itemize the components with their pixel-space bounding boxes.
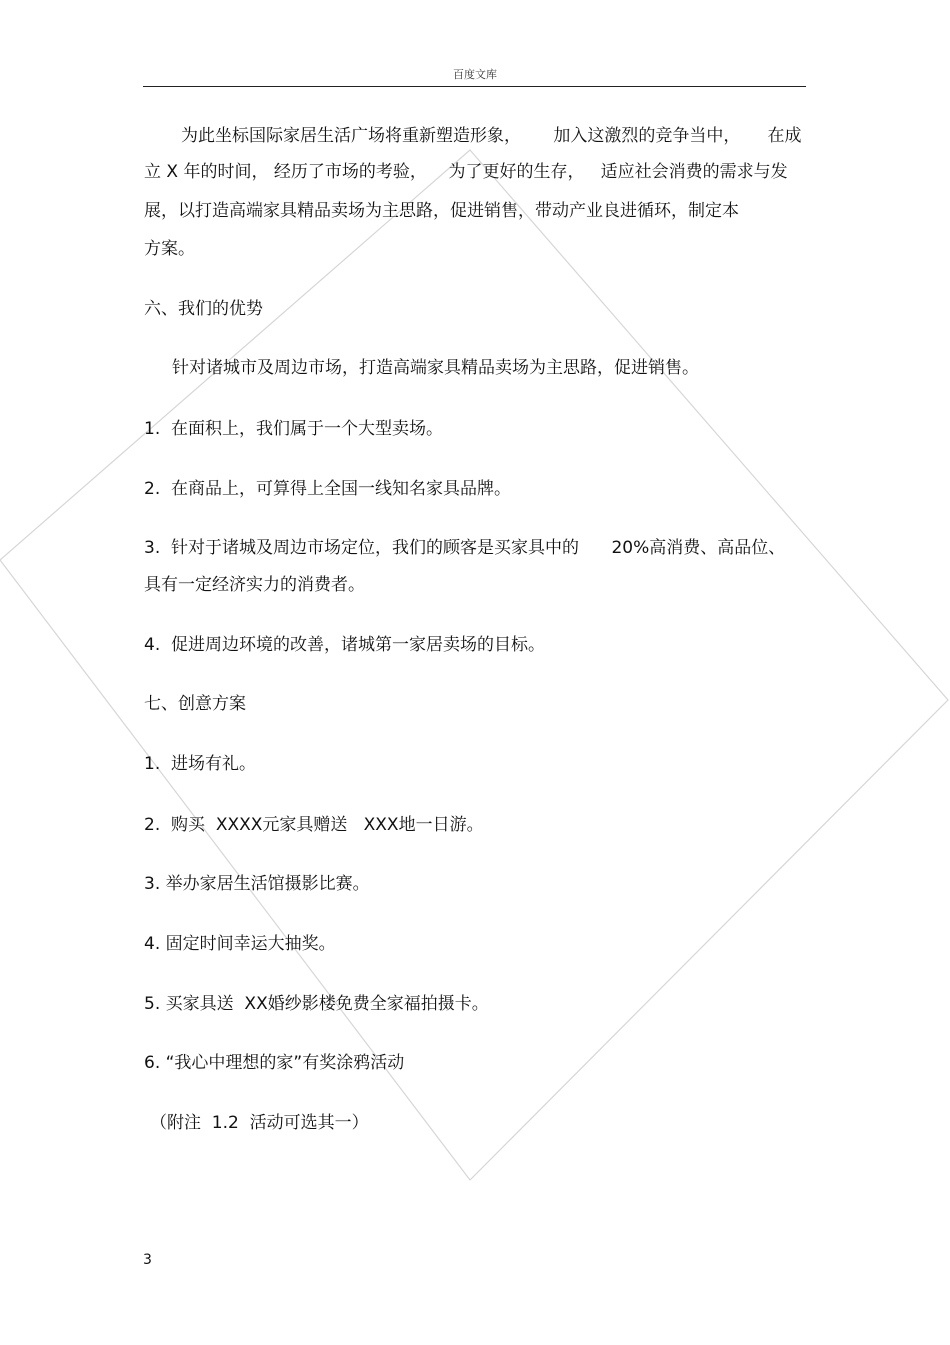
advantage-item-1: 1. 在面积上，我们属于一个大型卖场。 [144, 419, 444, 439]
intro-line-4: 方案。 [144, 239, 195, 259]
intro-line-3: 展，以打造高端家具精品卖场为主思路，促进销售，带动产业良进循环，制定本 [144, 201, 739, 221]
advantage-item-3: 3. 针对于诸城及周边市场定位，我们的顾客是买家具中的 20%高消费、高品位、 [144, 538, 786, 558]
idea-item-1: 1. 进场有礼。 [144, 754, 257, 774]
idea-item-2: 2. 购买 XXXX元家具赠送 XXX地一日游。 [144, 815, 484, 835]
idea-item-6: 6. “我心中理想的家”有奖涂鸦活动 [144, 1053, 405, 1073]
page-number: 3 [143, 1252, 152, 1268]
header-rule [143, 86, 806, 87]
advantages-lead: 针对诸城市及周边市场，打造高端家具精品卖场为主思路，促进销售。 [172, 358, 699, 378]
intro-line-2: 立 X 年的时间， 经历了市场的考验， 为了更好的生存， 适应社会消费的需求与发 [144, 162, 788, 182]
advantage-item-2: 2. 在商品上，可算得上全国一线知名家具品牌。 [144, 479, 512, 499]
idea-item-4: 4. 固定时间幸运大抽奖。 [144, 934, 336, 954]
idea-item-5: 5. 买家具送 XX婚纱影楼免费全家福拍摄卡。 [144, 994, 489, 1014]
idea-item-3: 3. 举办家居生活馆摄影比赛。 [144, 874, 370, 894]
advantages-heading: 六、我们的优势 [144, 299, 263, 319]
ideas-heading: 七、创意方案 [144, 694, 246, 714]
page-header: 百度文库 [453, 68, 497, 81]
advantage-item-3-cont: 具有一定经济实力的消费者。 [144, 575, 365, 595]
intro-line-1: 为此坐标国际家居生活广场将重新塑造形象， 加入这激烈的竞争当中， 在成 [181, 126, 802, 146]
idea-note: （附注 1.2 活动可选其一） [150, 1113, 369, 1133]
advantage-item-4: 4. 促进周边环境的改善，诸城第一家居卖场的目标。 [144, 635, 546, 655]
